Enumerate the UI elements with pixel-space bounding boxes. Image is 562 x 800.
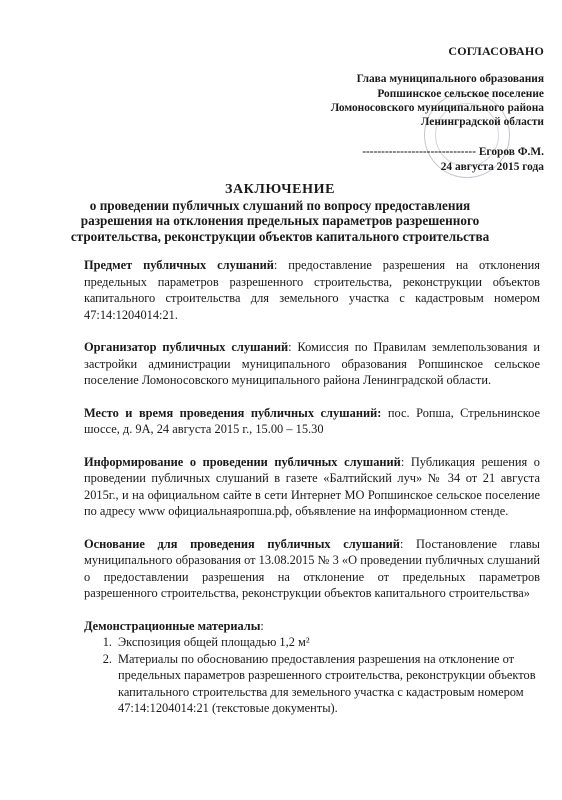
inform-label: Информирование о проведении публичных слушаний	[84, 454, 401, 469]
basis-label: Основание для проведения публичных слушаний	[84, 536, 400, 551]
basis-paragraph	[84, 536, 540, 602]
place-label: Место и время проведения публичных слушаний:	[84, 405, 382, 420]
document-subtitle: о проведении публичных слушаний по вопросу предоставления разрешения на отклонения предельных параметров разрешенного строительства, реконструкции объектов капитального строительства	[70, 197, 490, 245]
document-heading	[60, 182, 500, 245]
place-paragraph	[84, 405, 540, 438]
basis-text: : Постановление главы муниципального образования от 13.08.2015 № 3 «О проведении публичных слушаний о предоставлении разрешения на отклонение от предельных параметров разрешенного строительства, реконструкции объектов капитального строительства»	[84, 536, 540, 600]
approval-line: Ленинградской области	[420, 116, 544, 129]
list-item-text: Экспозиция общей площадью 1,2 м²	[118, 635, 310, 649]
materials-heading	[84, 618, 540, 635]
subject-label: Предмет публичных слушаний	[84, 258, 274, 272]
list-item-number: 2.	[102, 651, 112, 666]
approval-block	[331, 44, 544, 174]
approval-line: Глава муниципального образования	[356, 73, 544, 86]
place-text: пос. Ропша, Стрельнинское шоссе, д. 9А, 24 августа 2015 г., 15.00 – 15.30	[84, 405, 540, 436]
document-title: ЗАКЛЮЧЕНИЕ	[224, 182, 336, 197]
subject-paragraph	[84, 257, 540, 323]
materials-colon: :	[260, 618, 264, 633]
materials-list	[84, 634, 540, 717]
approval-date: 24 августа 2015 года	[440, 160, 544, 173]
list-item	[84, 651, 540, 717]
materials-section	[84, 618, 540, 717]
organizer-paragraph	[84, 339, 540, 389]
organizer-label: Организатор публичных слушаний	[84, 340, 289, 354]
subject-text: : предоставление разрешения на отклонения предельных параметров разрешенного строительства, реконструкции объектов капитального строительства для земельного участка с кадастровым номером 47:14:1204014:21.	[84, 258, 540, 322]
list-item-number: 1.	[102, 635, 112, 649]
approval-line: Ломоносовского муниципального района	[330, 101, 544, 114]
list-item	[84, 634, 540, 651]
inform-text: : Публикация решения о проведении публичных слушаний в газете «Балтийский луч» № 34 от 21 августа 2015г., и на официальном сайте в сети Интернет МО Ропшинское сельское поселение по адресу www официальнаяропша.рф, объявление на информационном стенде.	[84, 454, 540, 518]
approval-title: СОГЛАСОВАНО	[448, 44, 544, 58]
materials-label: Демонстрационные материалы	[84, 618, 261, 633]
approval-line: Ропшинское сельское поселение	[377, 87, 544, 100]
document-body	[84, 257, 540, 717]
signature-line: ------------------------------ Егоров Ф.М.	[362, 146, 544, 159]
inform-paragraph	[84, 454, 540, 520]
organizer-text: : Комиссия по Правилам землепользования и застройки администрации муниципального образования Ропшинское сельское поселение Ломоносовского муниципального района Ленинградской области.	[84, 340, 540, 387]
list-item-text: Материалы по обоснованию предоставления разрешения на отклонение от предельных параметров разрешенного строительства, реконструкции объектов капитального строительства для земельного участка с кадастровым номером 47:14:1204014:21 (текстовые документы).	[118, 651, 536, 715]
